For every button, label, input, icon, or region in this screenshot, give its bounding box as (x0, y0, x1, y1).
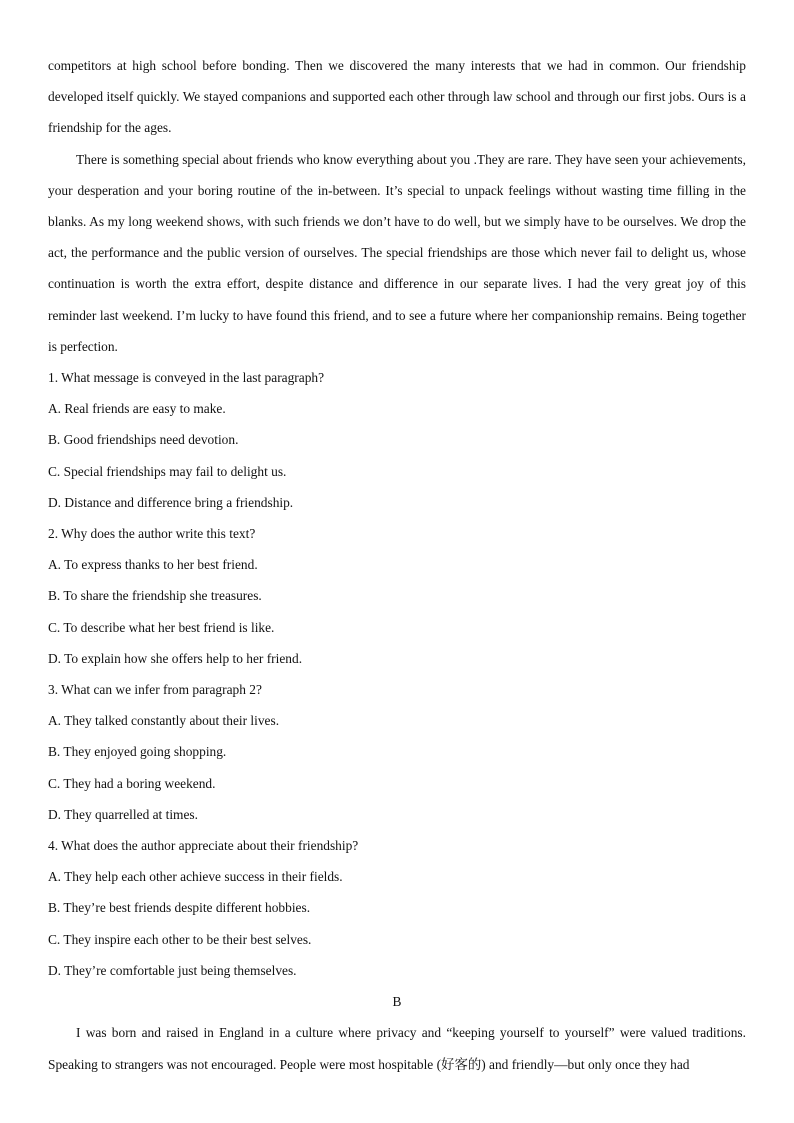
option-b: B. To share the friendship she treasures. (48, 588, 262, 604)
passage-a-paragraph-last: There is something special about friends who know everything about you .They are rare. They have seen your achievements, your desperation and your boring routine of the in-between. It’s special to unpack feelings without wasting time filling in the blanks. As my long weekend shows, with such friends we don’t have to do well, but we simply have to be ourselves. We drop the act, the performance and the public version of ourselves. The special friendships are those which never fail to delight us, whose continuation is worth the extra effort, despite distance and difference in our separate lives. I had the very great joy of this reminder last weekend. I’m lucky to have found this friend, and to see a future where her companionship remains. Being together is perfection. (48, 151, 746, 354)
option-a: A. They help each other achieve success in their fields. (48, 869, 343, 885)
question-stem: 3. What can we infer from paragraph 2? (48, 682, 262, 698)
option-b: B. They’re best friends despite different hobbies. (48, 900, 311, 916)
section-heading-b: B (392, 994, 402, 1010)
document-content (48, 50, 746, 1080)
question-stem: 4. What does the author appreciate about their friendship? (48, 838, 359, 854)
option-b: B. They enjoyed going shopping. (48, 744, 227, 760)
question-1 (48, 362, 746, 518)
question-stem: 1. What message is conveyed in the last paragraph? (48, 370, 325, 386)
question-4 (48, 830, 746, 986)
question-2 (48, 518, 746, 674)
option-a: A. To express thanks to her best friend. (48, 557, 258, 573)
question-stem: 2. Why does the author write this text? (48, 526, 256, 542)
option-d: D. They’re comfortable just being themselves. (48, 962, 297, 978)
option-b: B. Good friendships need devotion. (48, 432, 239, 448)
option-d: D. To explain how she offers help to her friend. (48, 650, 303, 666)
option-d: D. Distance and difference bring a friendship. (48, 494, 294, 510)
option-c: C. To describe what her best friend is like. (48, 619, 275, 635)
option-a: A. Real friends are easy to make. (48, 401, 226, 417)
option-c: C. Special friendships may fail to delight us. (48, 463, 287, 479)
option-a: A. They talked constantly about their lives. (48, 713, 280, 729)
option-c: C. They had a boring weekend. (48, 775, 216, 791)
passage-b-paragraph-first: I was born and raised in England in a culture where privacy and “keeping yourself to yourself” were valued traditions. Speaking to strangers was not encouraged. People were most hospitable (好客的) and friendly—but only once they had (48, 1025, 746, 1072)
option-d: D. They quarrelled at times. (48, 806, 198, 822)
question-3 (48, 674, 746, 830)
option-c: C. They inspire each other to be their best selves. (48, 931, 312, 947)
passage-a-paragraph-continued: competitors at high school before bonding. Then we discovered the many interests that we had in common. Our friendship developed itself quickly. We stayed companions and supported each other through law school and through our first jobs. Ours is a friendship for the ages. (48, 58, 746, 136)
